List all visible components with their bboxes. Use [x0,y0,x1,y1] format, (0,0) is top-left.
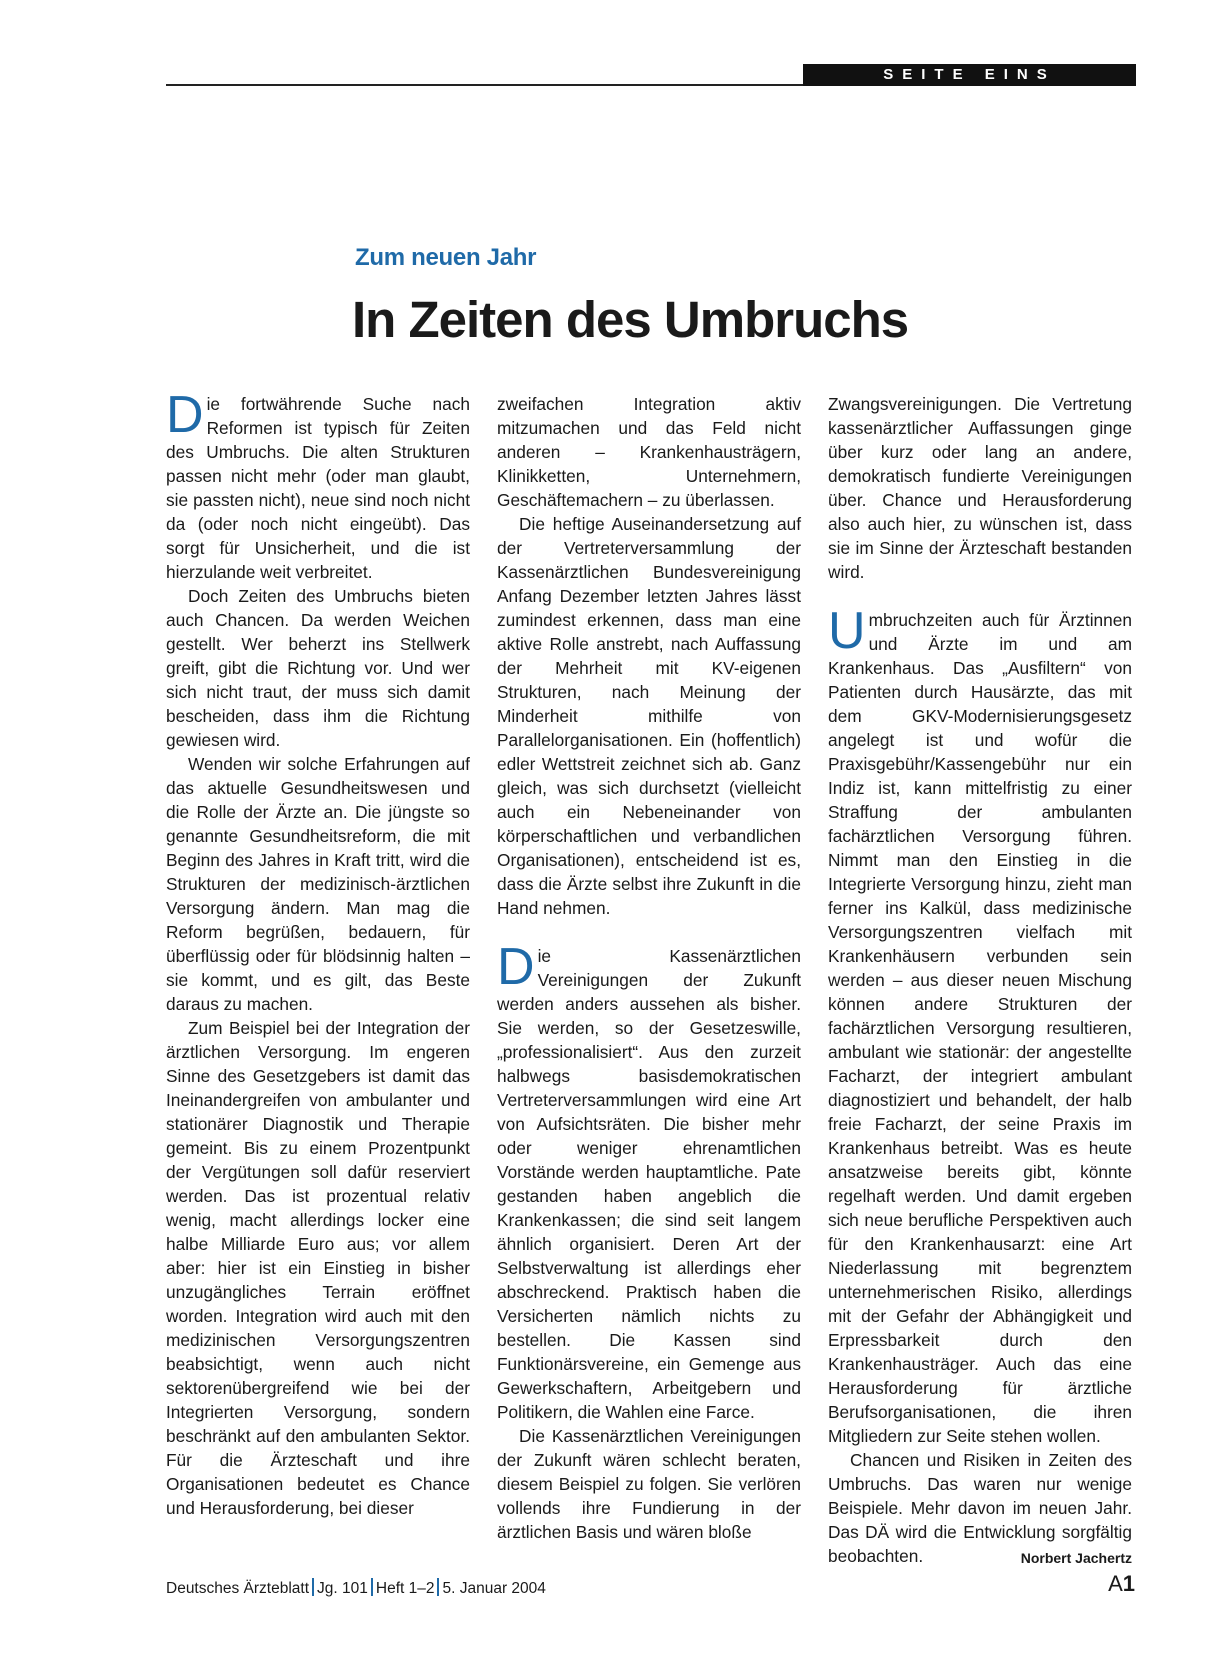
footer-separator [371,1578,373,1596]
text-column-2 [497,392,801,1544]
paragraph: Zum Beispiel bei der Integration der ärztlichen Versorgung. Im engeren Sinne des Gesetzgebers ist damit das Ineinandergreifen von ambulanter und stationärer Diagnostik und Therapie gemeint. Bis zu einem Prozentpunkt der Vergütungen soll dafür reserviert werden. Das ist prozentual relativ wenig, macht allerdings locker eine halbe Milliarde Euro aus; vor allem aber: hier ist ein Einstieg in bisher unzugängliches Terrain eröffnet worden. Integration wird auch mit den medizinischen Versorgungszentren beabsichtigt, wenn auch nicht sektorenübergreifend wie bei der Integrierten Versorgung, sondern beschränkt auf den ambulanten Sektor. Für die Ärzteschaft und ihre Organisationen bedeutet es Chance und Herausforderung, bei dieser [166,1018,470,1518]
page-footer [166,1578,546,1598]
footer-separator [312,1578,314,1596]
paragraph: Wenden wir solche Erfahrungen auf das aktuelle Gesundheitswesen und die Rolle der Ärzte an. Die jüngste so genannte Gesundheitsreform, die mit Beginn des Jahres in Kraft tritt, wird die Strukturen der medizinisch-ärztlichen Versorgung ändern. Man mag die Reform begrüßen, bedauern, für überflüssig oder für blödsinnig halten – sie kommt, und es gilt, das Beste daraus zu machen. [166,754,470,1014]
issue-date: 5. Januar 2004 [442,1580,546,1597]
drop-cap: U [828,602,866,660]
page-number: A1 [1108,1571,1135,1596]
article-headline: In Zeiten des Umbruchs [352,291,909,348]
text-column-3 [828,392,1132,1570]
paragraph: Die Kassenärztlichen Vereinigungen der Zukunft werden anders aussehen als bisher. Sie werden, so der Gesetzeswille, „professionalisiert“. Aus den zurzeit halbwegs basisdemokratischen Vertreterversammlungen wird eine Art von Aufsichtsräten. Die bisher mehr oder weniger ehrenamtlichen Vorstände werden hauptamtliche. Pate gestanden haben angeblich die Krankenkassen; die sind seit langem ähnlich organisiert. Deren Art der Selbstverwaltung ist allerdings eher abschreckend. Praktisch haben die Versicherten nämlich nichts zu bestellen. Die Kassen sind Funktionärsvereine, ein Gemenge aus Gewerkschaftern, Arbeitgebern und Politikern, die Wahlen eine Farce. [497,938,801,1422]
journal-volume: Jg. 101 [317,1580,368,1597]
drop-cap: D [497,938,535,996]
author-name: Norbert Jachertz [1020,1550,1132,1566]
section-label: SEITE EINS [803,64,1136,86]
text-column-1 [166,386,470,1520]
paragraph: Die fortwährende Suche nach Reformen ist typisch für Zeiten des Umbruchs. Die alten Strukturen passen nicht mehr (oder man glaubt, sie passten nicht), neue sind noch nicht da (oder noch nicht eingeübt). Das sorgt für Unsicherheit, und die ist hierzulande weit verbreitet. [166,386,470,582]
drop-cap: D [166,386,204,444]
paragraph: Chancen und Risiken in Zeiten des Umbruchs. Das waren nur wenige Beispiele. Mehr davon im neuen Jahr. Das DÄ wird die Entwicklung sorgfältig beobachten. Norbert Jachertz [828,1448,1132,1568]
journal-name: Deutsches Ärzteblatt [166,1580,310,1597]
journal-issue: Heft 1–2 [375,1580,435,1597]
footer-separator [437,1578,439,1596]
paragraph: Umbruchzeiten auch für Ärztinnen und Ärzte im und am Krankenhaus. Das „Ausfiltern“ von Patienten durch Hausärzte, das mit dem GKV-Modernisierungsgesetz angelegt ist und wofür die Praxisgebühr/Kassengebühr nur ein Indiz ist, kann mittelfristig zu einer Straffung der ambulanten fachärztlichen Versorgung führen. Nimmt man den Einstieg in die Integrierte Versorgung hinzu, zieht man ferner ins Kalkül, dass medizinische Versorgungszentren vielfach mit Krankenhäusern verbunden sein werden – aus dieser neuen Mischung können andere Strukturen der fachärztlichen Versorgung resultieren, ambulant wie stationär: der angestellte Facharzt, der integriert ambulant diagnostiziert und behandelt, der halb freie Facharzt, der seine Praxis im Krankenhaus betreibt. Was es heute ansatzweise bereits gibt, könnte regelhaft werden. Und damit ergeben sich neue berufliche Perspektiven auch für den Krankenhausarzt: eine Art Niederlassung mit begrenztem unternehmerischen Risiko, allerdings mit der Gefahr der Abhängigkeit und Erpressbarkeit durch den Krankenhausträger. Auch das eine Herausforderung für ärztliche Berufsorganisationen, die ihren Mitgliedern zur Seite stehen wollen. [828,602,1132,1446]
paragraph: Die heftige Auseinandersetzung auf der Vertreterversammlung der Kassenärztlichen Bundesvereinigung Anfang Dezember letzten Jahres lässt zumindest erkennen, dass man eine aktive Rolle anstrebt, nach Auffassung der Mehrheit mit KV-eigenen Strukturen, nach Meinung der Minderheit mithilfe von Parallelorganisationen. Ein (hoffentlich) edler Wettstreit zeichnet sich ab. Ganz gleich, was sich durchsetzt (vielleicht auch ein Nebeneinander von körperschaftlichen und verbandlichen Organisationen), entscheidend ist es, dass die Ärzte selbst ihre Zukunft in die Hand nehmen. [497,514,801,918]
paragraph: Zwangsvereinigungen. Die Vertretung kassenärztlicher Auffassungen ginge über kurz oder lang an andere, demokratisch fundierte Vereinigungen über. Chance und Herausforderung also auch hier, zu wünschen ist, dass sie im Sinne der Ärzteschaft bestanden wird. [828,394,1132,582]
paragraph: Doch Zeiten des Umbruchs bieten auch Chancen. Da werden Weichen gestellt. Wer beherzt ins Stellwerk greift, gibt die Richtung vor. Und wer sich nicht traut, der muss sich damit bescheiden, dass ihm die Richtung gewiesen wird. [166,586,470,750]
article-kicker: Zum neuen Jahr [355,244,537,271]
paragraph: zweifachen Integration aktiv mitzumachen und das Feld nicht anderen – Krankenhausträgern, Klinikketten, Unternehmern, Geschäftemachern – zu überlassen. [497,394,801,510]
paragraph: Die Kassenärztlichen Vereinigungen der Zukunft wären schlecht beraten, diesem Beispiel zu folgen. Sie verlören vollends ihre Fundierung in der ärztlichen Basis und wären bloße [497,1426,801,1542]
